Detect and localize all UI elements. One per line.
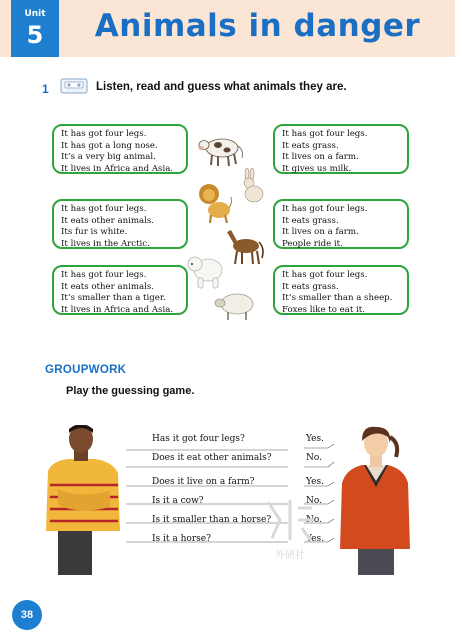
answer-text: No. (306, 453, 322, 463)
question-text: Is it a cow? (152, 496, 204, 506)
section-instruction: Listen, read and guess what animals they are. (96, 81, 347, 93)
riddle-line: It eats grass. (282, 281, 339, 292)
riddle-line: It eats grass. (282, 215, 339, 226)
boy-photo (40, 425, 125, 575)
question-text: Does it live on a farm? (152, 477, 255, 487)
riddle-line: People ride it. (282, 238, 343, 249)
riddle-line: It lives on a farm. (282, 227, 359, 237)
riddle-line: It has got four legs. (61, 270, 147, 280)
riddle-line: It’s smaller than a tiger. (61, 293, 166, 303)
riddle-line: It has got four legs. (61, 204, 147, 214)
answer-text: No. (306, 496, 322, 506)
riddle-line: It has got four legs. (282, 204, 368, 214)
riddle-box (273, 199, 409, 249)
question-text: Is it smaller than a horse? (152, 515, 272, 525)
riddle-box (52, 199, 188, 249)
riddle-line: It has got a long nose. (61, 140, 158, 151)
cassette-icon (60, 77, 88, 95)
riddle-line: It has got four legs. (61, 129, 147, 139)
publisher-watermark (258, 494, 322, 566)
answer-text: No. (306, 515, 322, 525)
rabbit-illustration (238, 168, 266, 204)
riddle-line: Its fur is white. (61, 227, 128, 237)
riddle-line: It gives us milk. (282, 163, 352, 174)
riddle-line: It’s a very big animal. (61, 152, 156, 162)
sheep-illustration (212, 291, 258, 321)
question-text: Has it got four legs? (152, 434, 245, 444)
lion-illustration (196, 182, 234, 224)
groupwork-heading: GROUPWORK (45, 364, 127, 376)
question-text: Is it a horse? (152, 534, 211, 544)
girl-photo (338, 425, 413, 575)
riddle-line: It lives in Africa and Asia. (61, 163, 174, 174)
riddle-line: It eats other animals. (61, 281, 155, 292)
riddle-line: It has got four legs. (282, 129, 368, 139)
answer-text: Yes. (306, 534, 324, 544)
riddle-box (273, 124, 409, 174)
riddle-line: It’s smaller than a sheep. (282, 293, 393, 303)
polar-bear-illustration (186, 250, 226, 290)
unit-label: Unit (24, 9, 46, 19)
groupwork-instruction: Play the guessing game. (66, 385, 195, 397)
unit-number: 5 (26, 21, 44, 49)
horse-illustration (222, 226, 266, 266)
section-number: 1 (42, 82, 49, 96)
riddle-box (52, 124, 188, 174)
answer-text: Yes. (306, 434, 324, 444)
riddle-line: Foxes like to eat it. (282, 304, 365, 315)
riddle-box (273, 265, 409, 315)
riddle-line: It eats grass. (282, 140, 339, 151)
answer-text: Yes. (306, 477, 324, 487)
page-title: Animals in danger (94, 8, 421, 44)
riddle-line: It eats other animals. (61, 215, 155, 226)
cow-illustration (196, 128, 246, 168)
riddle-line: It lives in Africa and Asia. (61, 304, 174, 315)
riddle-line: It has got four legs. (282, 270, 368, 280)
page-number: 38 (12, 600, 42, 630)
riddle-box (52, 265, 188, 315)
riddle-line: It lives in the Arctic. (61, 238, 150, 249)
question-text: Does it eat other animals? (152, 453, 272, 463)
riddle-line: It lives on a farm. (282, 152, 359, 162)
watermark-text: 外研社 (275, 550, 305, 561)
